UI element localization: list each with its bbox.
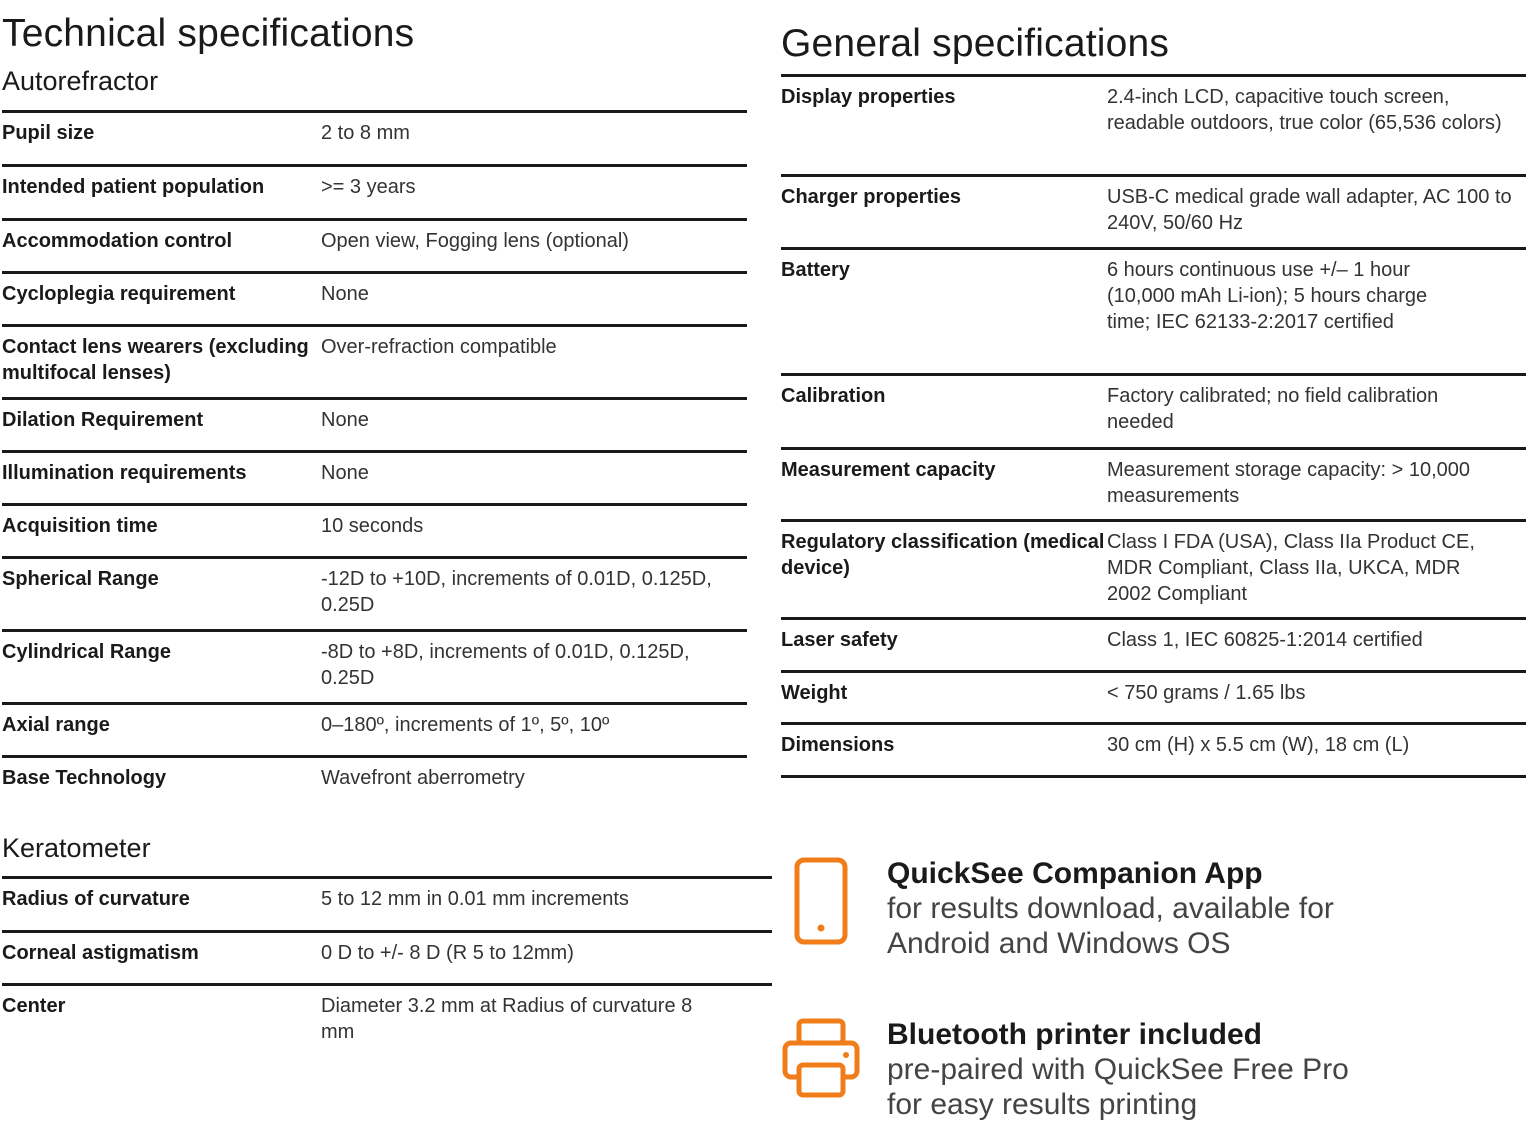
row-value: 0–180º, increments of 1º, 5º, 10º — [321, 714, 610, 736]
companion-app-promo — [781, 856, 1526, 976]
row-value: None — [321, 462, 369, 484]
row-label: Cylindrical Range — [2, 641, 171, 663]
row-value: Diameter 3.2 mm at Radius of curvature 8 mm — [321, 995, 693, 1043]
row-label: Base Technology — [2, 767, 167, 789]
row-value: < 750 grams / 1.65 lbs — [1107, 682, 1306, 704]
promo-title: QuickSee Companion App — [887, 857, 1263, 890]
row-label: Illumination requirements — [2, 462, 247, 484]
row-value: 2 to 8 mm — [321, 122, 410, 144]
row-value: Wavefront aberrometry — [321, 767, 525, 789]
row-value: Class I FDA (USA), Class IIa Product CE, MDR Compliant, Class IIa, UKCA, MDR 2002 Compliant — [1107, 531, 1475, 605]
row-label: Measurement capacity — [781, 459, 996, 481]
table-row — [2, 556, 747, 629]
row-label: Calibration — [781, 385, 886, 407]
table-row — [2, 110, 747, 164]
table-row — [2, 629, 747, 702]
general-specifications-title: General specifications — [781, 22, 1170, 65]
row-label: Dilation Requirement — [2, 409, 204, 431]
table-row — [781, 74, 1526, 174]
table-row — [781, 617, 1526, 670]
row-label: Accommodation control — [2, 230, 233, 252]
row-value: Over-refraction compatible — [321, 336, 557, 358]
row-value: 10 seconds — [321, 515, 424, 537]
table-row — [2, 876, 772, 930]
row-label: Cycloplegia requirement — [2, 283, 236, 305]
table-row — [2, 397, 747, 450]
table-row — [2, 930, 772, 983]
table-row — [781, 722, 1526, 775]
keratometer-table — [2, 876, 772, 1053]
table-row — [2, 702, 747, 755]
autorefractor-title: Autorefractor — [2, 66, 159, 96]
table-row — [2, 218, 747, 271]
table-row — [2, 164, 747, 218]
row-label: Acquisition time — [2, 515, 158, 537]
row-label: Pupil size — [2, 122, 95, 144]
printer-icon — [781, 1017, 861, 1106]
row-value: Measurement storage capacity: > 10,000 measurements — [1107, 459, 1470, 507]
row-label: Contact lens wearers (excluding multifocal lenses) — [2, 336, 309, 384]
row-value: 5 to 12 mm in 0.01 mm increments — [321, 888, 629, 910]
row-label: Intended patient population — [2, 176, 265, 198]
table-row — [2, 324, 747, 397]
table-row — [2, 983, 772, 1053]
table-row — [781, 174, 1526, 247]
table-row — [781, 373, 1526, 447]
table-row — [781, 247, 1526, 373]
row-label: Center — [2, 995, 66, 1017]
smartphone-icon — [781, 856, 861, 953]
row-value: -12D to +10D, increments of 0.01D, 0.125D, 0.25D — [321, 568, 712, 616]
table-row — [2, 755, 747, 805]
table-row — [2, 271, 747, 324]
table-row — [2, 503, 747, 556]
table-row — [2, 450, 747, 503]
technical-specifications-title: Technical specifications — [2, 12, 415, 55]
row-value: -8D to +8D, increments of 0.01D, 0.125D, 0.25D — [321, 641, 690, 689]
row-value: 0 D to +/- 8 D (R 5 to 12mm) — [321, 942, 574, 964]
row-label: Dimensions — [781, 734, 895, 756]
row-label: Radius of curvature — [2, 888, 190, 910]
row-value: Factory calibrated; no field calibration needed — [1107, 385, 1439, 433]
promo-description: for results download, available for Android and Windows OS — [887, 892, 1334, 960]
keratometer-title: Keratometer — [2, 833, 151, 863]
autorefractor-table — [2, 110, 747, 805]
row-label: Laser safety — [781, 629, 898, 651]
row-value: None — [321, 409, 369, 431]
row-label: Weight — [781, 682, 848, 704]
row-label: Axial range — [2, 714, 110, 736]
row-value: 6 hours continuous use +/– 1 hour (10,000 mAh Li-ion); 5 hours charge time; IEC 62133-2:2017 certified — [1107, 259, 1428, 333]
bluetooth-printer-promo — [781, 1017, 1526, 1137]
row-label: Battery — [781, 259, 850, 281]
table-row — [781, 519, 1526, 617]
row-label: Charger properties — [781, 186, 962, 208]
row-label: Corneal astigmatism — [2, 942, 199, 964]
row-value: 2.4-inch LCD, capacitive touch screen, readable outdoors, true color (65,536 colors) — [1107, 86, 1502, 134]
table-row — [781, 670, 1526, 722]
promo-title: Bluetooth printer included — [887, 1018, 1262, 1051]
general-specifications-table — [781, 74, 1526, 778]
row-value: USB-C medical grade wall adapter, AC 100 to 240V, 50/60 Hz — [1107, 186, 1512, 234]
row-label: Display properties — [781, 86, 956, 108]
row-label: Regulatory classification (medical device) — [781, 531, 1105, 579]
table-row — [781, 447, 1526, 519]
promo-description: pre-paired with QuickSee Free Pro for easy results printing — [887, 1053, 1349, 1121]
row-value: None — [321, 283, 369, 305]
row-value: >= 3 years — [321, 176, 416, 198]
row-label: Spherical Range — [2, 568, 159, 590]
row-value: 30 cm (H) x 5.5 cm (W), 18 cm (L) — [1107, 734, 1410, 756]
row-value: Open view, Fogging lens (optional) — [321, 230, 629, 252]
table-end-rule — [781, 775, 1526, 778]
row-value: Class 1, IEC 60825-1:2014 certified — [1107, 629, 1423, 651]
